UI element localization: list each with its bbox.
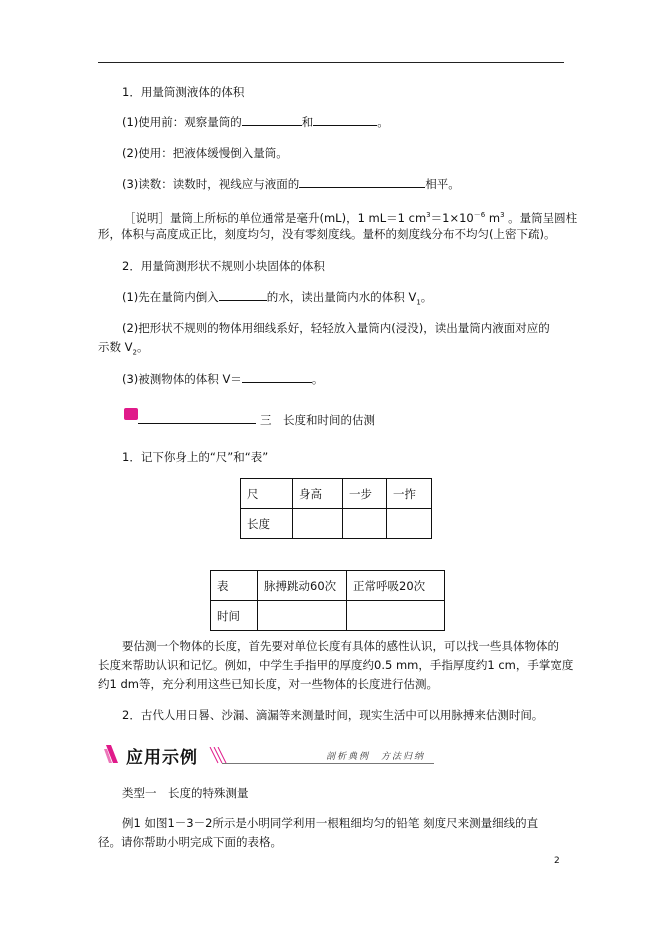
paragraph-line: 2．古代人用日晷、沙漏、滴漏等来测量时间，现实生活中可以用脉搏来估测时间。 (122, 708, 544, 722)
answer-blank[interactable] (242, 114, 302, 126)
answer-blank[interactable] (313, 114, 377, 126)
text-line: 示数 $V_2$。 (98, 340, 149, 357)
paragraph-line: 要估测一个物体的长度，首先要对单位长度有具体的感性认识，可以找一些具体物体的 (122, 639, 559, 653)
banner-underline (222, 763, 434, 764)
table-row-label: 长度 (241, 509, 293, 539)
note-line: 形，体积与高度成正比，刻度均匀，没有零刻度线。量杯的刻度线分布不均匀(上密下疏)。 (98, 227, 556, 241)
header-rule (98, 62, 564, 63)
banner-subtitle: 剖析典例 方法归纳 (326, 752, 426, 762)
section-marker (124, 408, 138, 420)
table-cell[interactable] (293, 509, 343, 539)
example-line: 径。请你帮助小明完成下面的表格。 (98, 835, 282, 849)
banner-title: 应用示例 (126, 748, 198, 768)
table-cell[interactable] (343, 509, 387, 539)
section-title-liquid-volume: 1．用量筒测液体的体积 (122, 85, 245, 99)
note-line: ［说明］量筒上所标的单位通常是毫升(mL)，1 mL＝1 $cm^3=1\times 10^{-6}$ $m^3$ 。量筒呈圆柱 (124, 210, 578, 225)
time-table (210, 570, 445, 631)
table-header-cell: 身高 (293, 479, 343, 509)
table-cell[interactable] (258, 601, 347, 631)
section-title-solid-volume: 2．用量筒测形状不规则小块固体的体积 (122, 259, 325, 273)
question-line: (1)先在量筒内倒入 的水，读出量筒内水的体积 $V_1$。 (122, 290, 433, 307)
text-line: (2)把形状不规则的物体用细线系好，轻轻放入量筒内(浸没)，读出量筒内液面对应的 (122, 321, 550, 335)
table-header-cell: 一拃 (387, 479, 432, 509)
answer-blank[interactable] (242, 371, 312, 383)
answer-blank[interactable] (299, 176, 425, 188)
example-type: 类型一 长度的特殊测量 (122, 786, 249, 800)
paragraph-line: 长度来帮助认识和记忆。例如，中学生手指甲的厚度约0.5 mm，手指厚度约1 cm，手掌宽度 (98, 658, 574, 672)
answer-blank[interactable] (219, 289, 267, 301)
table-header-cell: 尺 (241, 479, 293, 509)
page-number: 2 (554, 856, 560, 866)
table-row-label: 时间 (211, 601, 258, 631)
ruler-table (240, 478, 432, 539)
question-line: (3)读数：读数时，视线应与液面的 相平。 (122, 177, 460, 191)
subsection-title: 1．记下你身上的“尺”和“表” (122, 450, 269, 464)
table-cell[interactable] (347, 601, 445, 631)
table-header-cell: 一步 (343, 479, 387, 509)
question-line: (1)使用前：观察量筒的 和 。 (122, 115, 389, 129)
section-heading: 三 长度和时间的估测 (260, 413, 375, 427)
table-header-cell: 正常呼吸20次 (347, 571, 445, 601)
banner-slash-icon (104, 745, 120, 763)
table-header-cell: 表 (211, 571, 258, 601)
application-banner (104, 739, 434, 771)
section-underline (138, 423, 256, 424)
question-line: (3)被测物体的体积 V＝ 。 (122, 372, 324, 386)
text-line: (2)使用：把液体缓慢倒入量筒。 (122, 146, 288, 160)
example-line: 例1 如图1－3－2所示是小明同学利用一根粗细均匀的铅笔 刻度尺来测量细线的直 (122, 816, 539, 830)
table-header-cell: 脉搏跳动60次 (258, 571, 347, 601)
table-cell[interactable] (387, 509, 432, 539)
paragraph-line: 约1 dm等，充分利用这些已知长度，对一些物体的长度进行估测。 (98, 677, 438, 691)
